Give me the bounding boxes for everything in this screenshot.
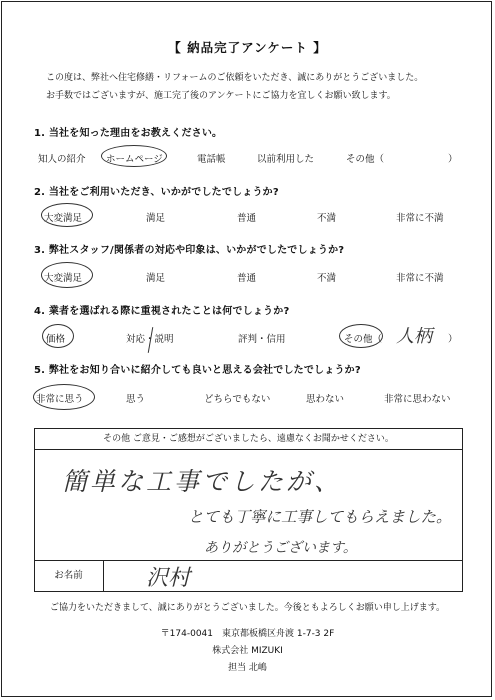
- q1-option-other-close: ）: [448, 154, 458, 165]
- q5-option-neither[interactable]: どちらでもない: [204, 394, 271, 405]
- q2-option-very-dissatisfied[interactable]: 非常に不満: [396, 213, 444, 224]
- q1-option-previous[interactable]: 以前利用した: [257, 154, 315, 165]
- q4-option-other-close: ）: [448, 334, 458, 345]
- question-2: 2. 当社をご利用いただき、いかがでしたでしょうか?: [34, 187, 279, 198]
- q2-answer-circle: [41, 203, 93, 227]
- q4-answer-circle-price: [42, 324, 74, 348]
- q3-option-neutral[interactable]: 普通: [237, 273, 257, 284]
- comment-header: その他 ご意見・ご感想がございましたら、遠慮なくお聞かせください。: [34, 428, 463, 450]
- q2-option-neutral[interactable]: 普通: [237, 213, 257, 224]
- q2-option-very-satisfied[interactable]: 大変満足: [44, 213, 83, 224]
- question-4: 4. 業者を選ばれる際に重視されたことは何でしょうか?: [34, 306, 290, 317]
- comment-handwritten-line-3: ありがとうございます。: [204, 540, 357, 556]
- q4-option-response[interactable]: 対応・説明: [126, 334, 174, 345]
- question-5: 5. 弊社をお知り合いに紹介しても良いと思える会社でしたでしょうか?: [34, 365, 361, 376]
- q1-option-other[interactable]: その他（: [346, 154, 385, 165]
- q2-option-dissatisfied[interactable]: 不満: [317, 213, 337, 224]
- q4-option-price[interactable]: 価格: [46, 334, 66, 345]
- q3-option-very-dissatisfied[interactable]: 非常に不満: [396, 273, 444, 284]
- q1-answer-circle: [101, 145, 167, 167]
- question-3: 3. 弊社スタッフ/関係者の対応や印象は、いかがでしたでしょうか?: [34, 245, 345, 256]
- q2-option-satisfied[interactable]: 満足: [146, 213, 166, 224]
- company-staff: 担当 北嶋: [228, 663, 267, 673]
- comment-handwritten-line-1: 簡単な工事でしたが、: [62, 467, 343, 496]
- page-title: 【 納品完了アンケート 】: [168, 40, 327, 55]
- company-name: 株式会社 MIZUKI: [212, 646, 283, 656]
- question-1: 1. 当社を知った理由をお教えください。: [34, 128, 223, 139]
- q1-option-phonebook[interactable]: 電話帳: [197, 154, 226, 165]
- q4-answer-circle-other: [339, 324, 383, 348]
- q1-option-referral[interactable]: 知人の紹介: [38, 154, 86, 165]
- name-handwritten[interactable]: 沢村: [146, 566, 191, 591]
- q5-option-strongly-agree[interactable]: 非常に思う: [36, 394, 84, 405]
- q1-option-homepage[interactable]: ホームページ: [106, 154, 163, 165]
- intro-line-2: お手数ではございますが、施工完了後のアンケートにご協力を宜しくお願い致します。: [46, 91, 396, 101]
- q3-option-satisfied[interactable]: 満足: [146, 273, 166, 284]
- page-frame: [1, 1, 492, 697]
- name-label: お名前: [34, 560, 104, 592]
- q3-option-dissatisfied[interactable]: 不満: [317, 273, 337, 284]
- q4-other-handwritten: 人柄: [396, 326, 432, 347]
- q4-option-reputation[interactable]: 評判・信用: [238, 334, 286, 345]
- q3-option-very-satisfied[interactable]: 大変満足: [44, 273, 83, 284]
- q3-answer-circle: [41, 262, 93, 288]
- q4-option-other[interactable]: その他（: [344, 334, 383, 345]
- company-address: 〒174-0041 東京都板橋区舟渡 1-7-3 2F: [160, 629, 335, 639]
- q5-answer-circle: [33, 384, 95, 410]
- q5-option-disagree[interactable]: 思わない: [306, 394, 345, 405]
- q5-option-strongly-disagree[interactable]: 非常に思わない: [384, 394, 451, 405]
- q5-option-agree[interactable]: 思う: [126, 394, 146, 405]
- comment-handwritten-line-2: とても丁寧に工事してもらえました。: [188, 508, 452, 526]
- intro-line-1: この度は、弊社へ住宅修繕・リフォームのご依頼をいただき、誠にありがとうございました。: [46, 73, 424, 83]
- closing-text: ご協力をいただきまして、誠にありがとうございました。今後ともよろしくお願い申し上げます。: [49, 603, 446, 613]
